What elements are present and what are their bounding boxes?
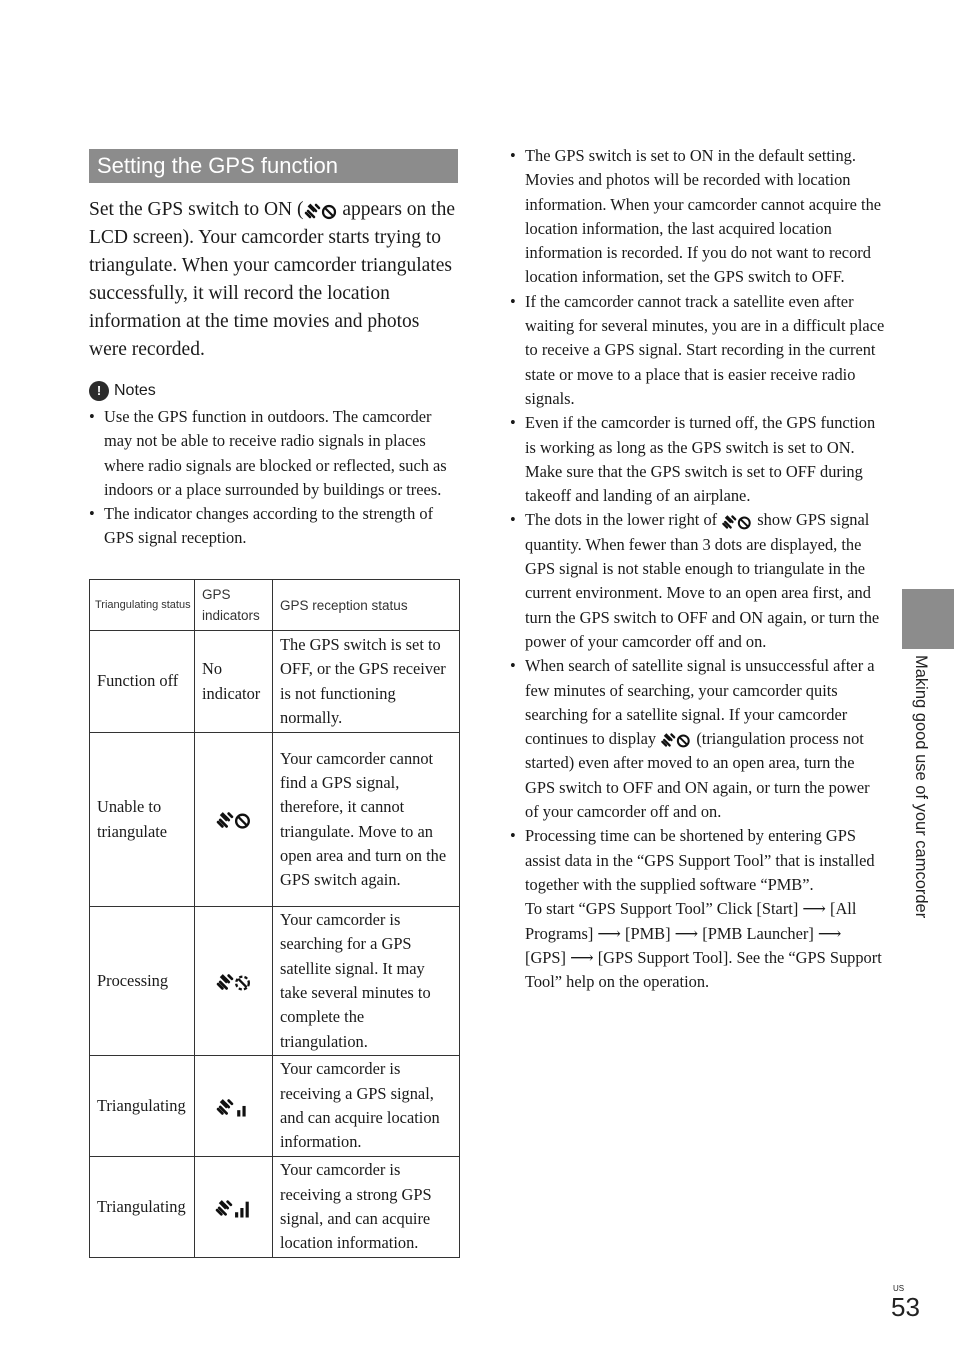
- reception-cell: Your camcorder is receiving a strong GPS signal, and can acquire location information.: [273, 1157, 460, 1258]
- note-item: • If the camcorder cannot track a satellite even after waiting for several minutes, you are in a difficult place to receive a GPS signal. Start recording in the current state or move to a place that is easier receive radio signals.: [510, 290, 885, 411]
- status-cell: Triangulating: [90, 1056, 195, 1157]
- menu-path-item: [PMB Launcher]: [702, 923, 814, 943]
- gps-strong-signal-icon: [215, 1196, 253, 1215]
- note-text: show GPS signal quantity. When fewer than 3 dots are displayed, the GPS signal is not stable enough to triangulate in the current environment. Move to an open area first, and turn the GPS switch to OFF and ON again, or turn the power of your camcorder off and on.: [525, 510, 880, 651]
- menu-path-item: [PMB]: [625, 923, 671, 943]
- reception-cell: Your camcorder is searching for a GPS satellite signal. It may take several minutes to complete the triangulation.: [273, 907, 460, 1056]
- note-item: • The GPS switch is set to ON in the default setting. Movies and photos will be recorded with location information. When your camcorder cannot acquire the location information, the last acquired location information is recorded. If you do not want to record location information, set the GPS switch to OFF.: [510, 144, 885, 290]
- right-arrow-icon: ⟶: [802, 899, 826, 919]
- note-item: • The indicator changes according to the strength of GPS signal reception.: [89, 502, 461, 551]
- table-row: [90, 1157, 460, 1258]
- note-item: • Use the GPS function in outdoors. The camcorder may not be able to receive radio signals in places where radio signals are blocked or reflected, such as indoors or a place surrounded by buildings or trees.: [89, 405, 461, 502]
- header-gps-indicators: GPS indicators: [195, 580, 273, 631]
- instruction-text: . See the “GPS Support Tool” help on the operation.: [525, 947, 882, 992]
- notes-icon: !: [89, 381, 109, 401]
- page-region-code: US: [893, 1284, 905, 1293]
- gps-off-icon: [721, 510, 753, 529]
- gps-off-icon: [304, 199, 338, 220]
- notes-list: [89, 405, 461, 551]
- right-arrow-icon: ⟶: [674, 923, 699, 943]
- header-triangulating-status: Triangulating status: [90, 580, 195, 631]
- menu-path-item: [GPS]: [525, 947, 566, 967]
- note-text: Processing time can be shortened by entering GPS assist data in the “GPS Support Tool” that is installed together with the supplied software “PMB”.: [525, 826, 875, 894]
- page-number: 53: [891, 1292, 920, 1322]
- status-cell: Unable to triangulate: [90, 733, 195, 907]
- reception-cell: Your camcorder is receiving a GPS signal, and can acquire location information.: [273, 1056, 460, 1157]
- notes-heading: [89, 379, 156, 403]
- indicator-cell: [195, 1157, 273, 1258]
- section-title: Setting the GPS function: [89, 149, 458, 183]
- menu-path-item: [All Programs]: [525, 899, 857, 943]
- chapter-tab-marker: [902, 589, 954, 649]
- indicator-cell: [195, 907, 273, 1056]
- table-header-row: [90, 580, 460, 631]
- intro-text-end: appears on the LCD screen). Your camcorder starts trying to triangulate. When your camcorder triangulates successfully, it will record the location information at the time movies and photos were recorded.: [89, 199, 455, 360]
- intro-paragraph: [89, 196, 461, 364]
- right-notes-list: [510, 144, 885, 994]
- notes-label: Notes: [114, 382, 156, 399]
- note-item: [510, 824, 885, 994]
- gps-processing-icon: [216, 970, 252, 989]
- status-cell: Processing: [90, 907, 195, 1056]
- status-cell: Function off: [90, 631, 195, 733]
- reception-cell: Your camcorder cannot find a GPS signal, therefore, it cannot triangulate. Move to an open area and turn on the GPS switch again.: [273, 733, 460, 907]
- instruction-text: To start “GPS Support Tool” Click [Start]: [525, 899, 799, 919]
- note-item: [510, 654, 885, 824]
- gps-unable-icon: [216, 809, 252, 828]
- header-gps-reception-status: GPS reception status: [273, 580, 460, 631]
- indicator-cell: No indicator: [195, 631, 273, 733]
- indicator-cell: [195, 1056, 273, 1157]
- note-item: [510, 508, 885, 654]
- indicator-cell: [195, 733, 273, 907]
- table-row: [90, 1056, 460, 1157]
- right-arrow-icon: ⟶: [570, 947, 594, 967]
- table-row: [90, 631, 460, 733]
- gps-off-icon: [660, 729, 692, 748]
- note-item: • Even if the camcorder is turned off, the GPS function is working as long as the GPS switch is set to ON. Make sure that the GPS switch is set to OFF during takeoff and landing of an airplane.: [510, 411, 885, 508]
- table-row: [90, 907, 460, 1056]
- right-arrow-icon: ⟶: [597, 923, 621, 943]
- chapter-tab-label: Making good use of your camcorder: [912, 655, 930, 919]
- table-row: [90, 733, 460, 907]
- note-text: (triangulation process not started) even after moved to an open area, turn the GPS switch to OFF and ON again, or turn the power of your camcorder off and on.: [525, 729, 870, 822]
- reception-cell: The GPS switch is set to OFF, or the GPS receiver is not functioning normally.: [273, 631, 460, 733]
- right-arrow-icon: ⟶: [817, 923, 842, 943]
- note-text: The dots in the lower right of: [525, 510, 722, 530]
- status-cell: Triangulating: [90, 1157, 195, 1258]
- menu-path-item: [GPS Support Tool]: [597, 947, 729, 967]
- gps-weak-signal-icon: [216, 1095, 252, 1114]
- gps-indicator-table: [89, 579, 460, 1258]
- note-text: When search of satellite signal is unsuccessful after a few minutes of searching, your camcorder quits searching for a satellite signal. If your camcorder continues to display: [525, 656, 875, 749]
- intro-text-start: Set the GPS switch to ON (: [89, 199, 304, 220]
